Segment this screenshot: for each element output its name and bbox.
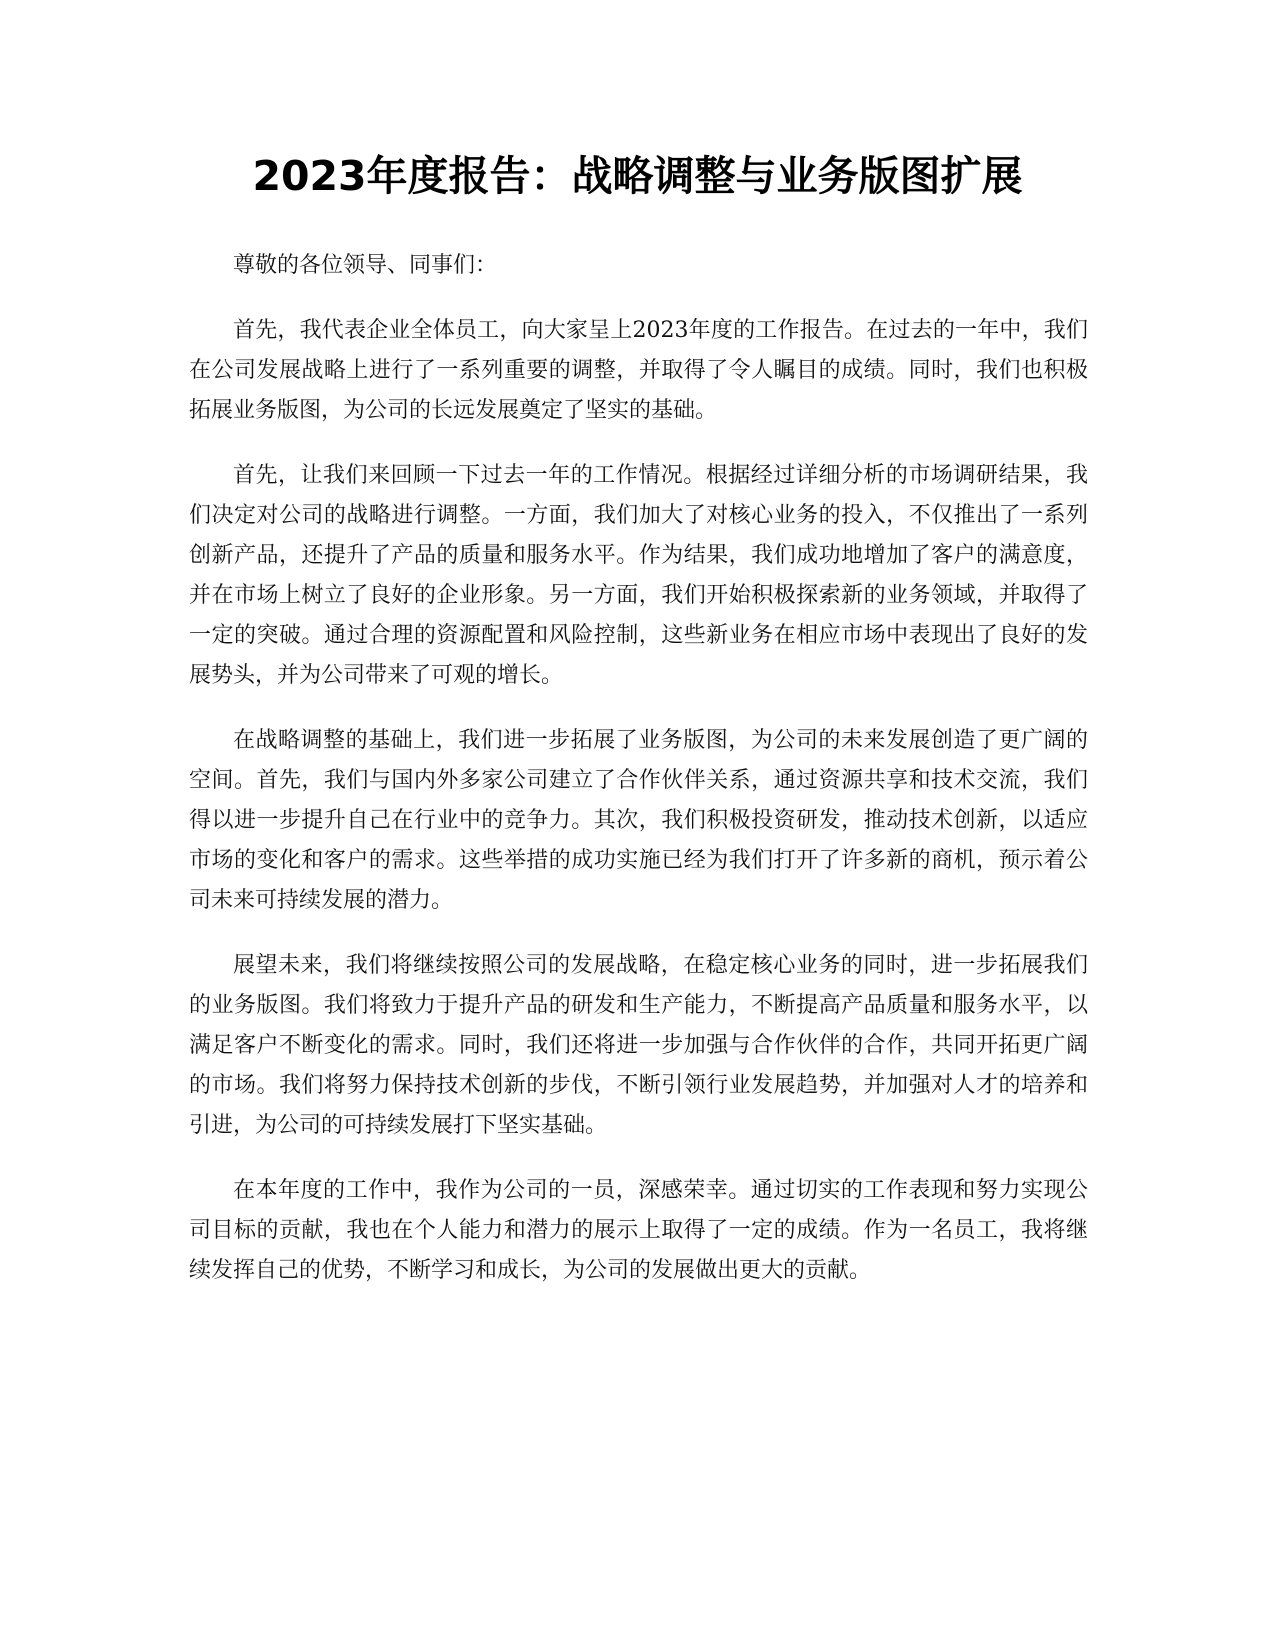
document-body	[189, 246, 1088, 1316]
document-title: 2023年度报告：战略调整与业务版图扩展	[252, 152, 1023, 200]
paragraph-2: 首先，让我们来回顾一下过去一年的工作情况。根据经过详细分析的市场调研结果，我们决定对公司的战略进行调整。一方面，我们加大了对核心业务的投入，不仅推出了一系列创新产品，还提升了产品的质量和服务水平。作为结果，我们成功地增加了客户的满意度，并在市场上树立了良好的企业形象。另一方面，我们开始积极探索新的业务领域，并取得了一定的突破。通过合理的资源配置和风险控制，这些新业务在相应市场中表现出了良好的发展势头，并为公司带来了可观的增长。	[189, 463, 1088, 688]
paragraph-5: 在本年度的工作中，我作为公司的一员，深感荣幸。通过切实的工作表现和努力实现公司目标的贡献，我也在个人能力和潜力的展示上取得了一定的成绩。作为一名员工，我将继续发挥自己的优势，不断学习和成长，为公司的发展做出更大的贡献。	[189, 1178, 1088, 1283]
paragraph-4: 展望未来，我们将继续按照公司的发展战略，在稳定核心业务的同时，进一步拓展我们的业务版图。我们将致力于提升产品的研发和生产能力，不断提高产品质量和服务水平，以满足客户不断变化的需求。同时，我们还将进一步加强与合作伙伴的合作，共同开拓更广阔的市场。我们将努力保持技术创新的步伐，不断引领行业发展趋势，并加强对人才的培养和引进，为公司的可持续发展打下坚实基础。	[189, 953, 1088, 1138]
paragraph-1: 首先，我代表企业全体员工，向大家呈上2023年度的工作报告。在过去的一年中，我们在公司发展战略上进行了一系列重要的调整，并取得了令人瞩目的成绩。同时，我们也积极拓展业务版图，为公司的长远发展奠定了坚实的基础。	[189, 318, 1088, 423]
paragraph-3: 在战略调整的基础上，我们进一步拓展了业务版图，为公司的未来发展创造了更广阔的空间。首先，我们与国内外多家公司建立了合作伙伴关系，通过资源共享和技术交流，我们得以进一步提升自己在行业中的竞争力。其次，我们积极投资研发，推动技术创新，以适应市场的变化和客户的需求。这些举措的成功实施已经为我们打开了许多新的商机，预示着公司未来可持续发展的潜力。	[189, 728, 1088, 913]
salutation: 尊敬的各位领导、同事们：	[233, 253, 498, 278]
